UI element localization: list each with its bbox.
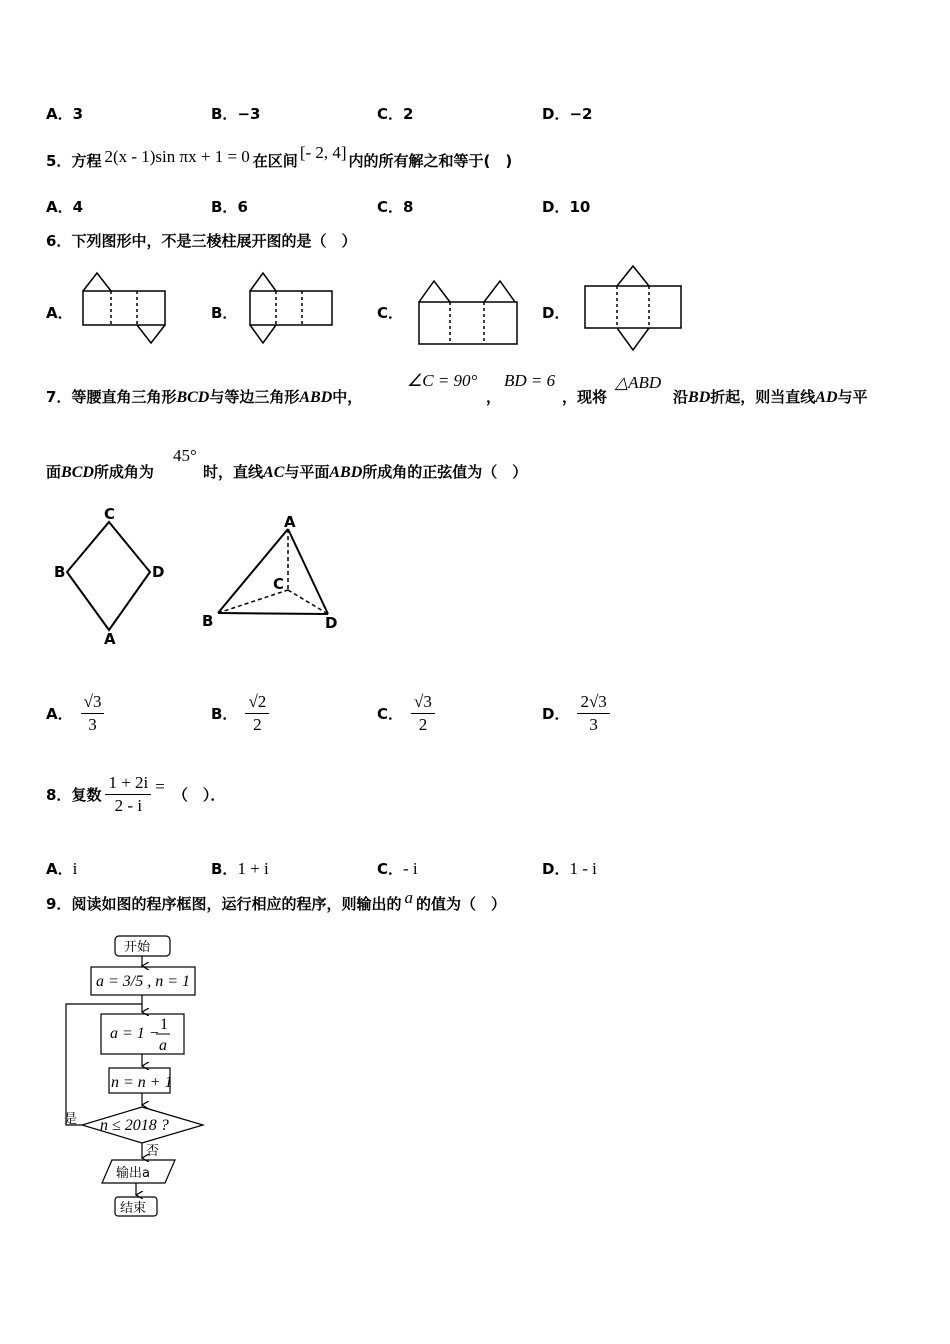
q5-interval: [- 2, 4] [299, 143, 347, 162]
q7-fig1-label-c: C [104, 505, 116, 523]
q8-numerator: 1 + 2i [105, 773, 151, 795]
q7-figure-planar [50, 505, 170, 650]
q7-condition-bd: BD = 6 [504, 371, 556, 390]
flow-yes-label: 是 [64, 1112, 78, 1127]
q9-stem: 9．阅读如图的程序框图，运行相应的程序，则输出的 a 的值为（ ） [46, 888, 506, 913]
flow-init-label: a = 3/5 , n = 1 [96, 973, 191, 990]
q6-net-b [246, 268, 336, 348]
q4-option-c: C．2 [377, 105, 414, 123]
q5-option-a: A．4 [46, 198, 84, 216]
q9-flowchart [60, 930, 220, 1225]
q4-option-d: D．−2 [542, 105, 593, 123]
q4-option-b: B．−3 [211, 105, 261, 123]
q8-stem: 8． 复数 $\frac{1 + 2i}{2 - i}$ = （ ）． [46, 773, 226, 815]
q7-fig1-label-d: D [152, 563, 165, 581]
q7-fig2-label-a: A [284, 513, 296, 531]
flow-update-a-den: a [159, 1037, 167, 1054]
q6-stem: 6．下列图形中，不是三棱柱展开图的是（ ） [46, 232, 357, 250]
q6-net-a [80, 268, 170, 348]
q7-fig2-label-d: D [325, 614, 338, 632]
q8-option-c: C．- i [377, 859, 418, 878]
q6-net-c [415, 276, 521, 348]
q7-figure-folded [198, 512, 348, 637]
q7-option-c: C． $\frac{√3}{2}$ [377, 692, 435, 735]
q8-option-d: D．1 - i [542, 859, 597, 878]
q7-stem-line1-part2: ，现将 [562, 388, 608, 406]
flow-no-label: 否 [146, 1144, 160, 1159]
q7-fig2-label-c: C [273, 575, 285, 593]
flow-start-label: 开始 [124, 940, 151, 955]
q7-triangle-abd: △ABD [615, 373, 662, 392]
q7-fig1-label-a: A [104, 630, 116, 648]
q5-stem: 5． 方程 2(x - 1)sin πx + 1 = 0 在区间 [- 2, 4] 内的所有解之和等于( ) [46, 143, 513, 170]
q5-number: 5． [46, 152, 72, 170]
flow-output-label: 输出a [116, 1166, 150, 1181]
q7-stem-line2-part2: 时，直线AC与平面ABD所成角的正弦值为（ ） [203, 463, 528, 481]
q5-option-c: C．8 [377, 198, 414, 216]
q6-option-d-label: D． [542, 304, 570, 322]
q6-option-b-label: B． [211, 304, 238, 322]
q7-stem-line1: 7．等腰直角三角形BCD与等边三角形ABD中， [46, 388, 363, 406]
q5-option-d: D．10 [542, 198, 591, 216]
flow-update-n-label: n = n + 1 [111, 1074, 173, 1091]
q8-option-a: A．i [46, 859, 78, 878]
q7-stem-line2: 面BCD所成角为 [46, 463, 154, 481]
q7-fig1-label-b: B [54, 563, 66, 581]
flow-decision-label: n ≤ 2018 ? [100, 1117, 169, 1134]
q6-net-d [581, 262, 691, 354]
flow-end-label: 结束 [120, 1201, 147, 1216]
q6-option-a-label: A． [46, 304, 73, 322]
q5-option-b: B．6 [211, 198, 248, 216]
q7-option-d: D． $\frac{2√3}{3}$ [542, 692, 610, 735]
q6-option-c-label: C． [377, 304, 404, 322]
flow-update-a-lhs: a = 1 − [110, 1025, 160, 1042]
q4-option-a: A．3 [46, 105, 84, 123]
q7-option-a: A． $\frac{√3}{3}$ [46, 692, 104, 735]
q7-condition-angle: ∠C = 90° [407, 371, 478, 390]
q5-equation: 2(x - 1)sin πx + 1 = 0 [104, 147, 250, 166]
q7-stem-line1-part3: 沿BD折起，则当直线AD与平 [673, 388, 868, 406]
q8-option-b: B．1 + i [211, 859, 269, 878]
flow-update-a-num: 1 [160, 1016, 168, 1033]
q7-fig2-label-b: B [202, 612, 214, 630]
q8-denominator: 2 - i [114, 796, 143, 815]
q7-angle-45: 45° [173, 446, 197, 465]
q7-option-b: B． $\frac{√2}{2}$ [211, 692, 269, 735]
